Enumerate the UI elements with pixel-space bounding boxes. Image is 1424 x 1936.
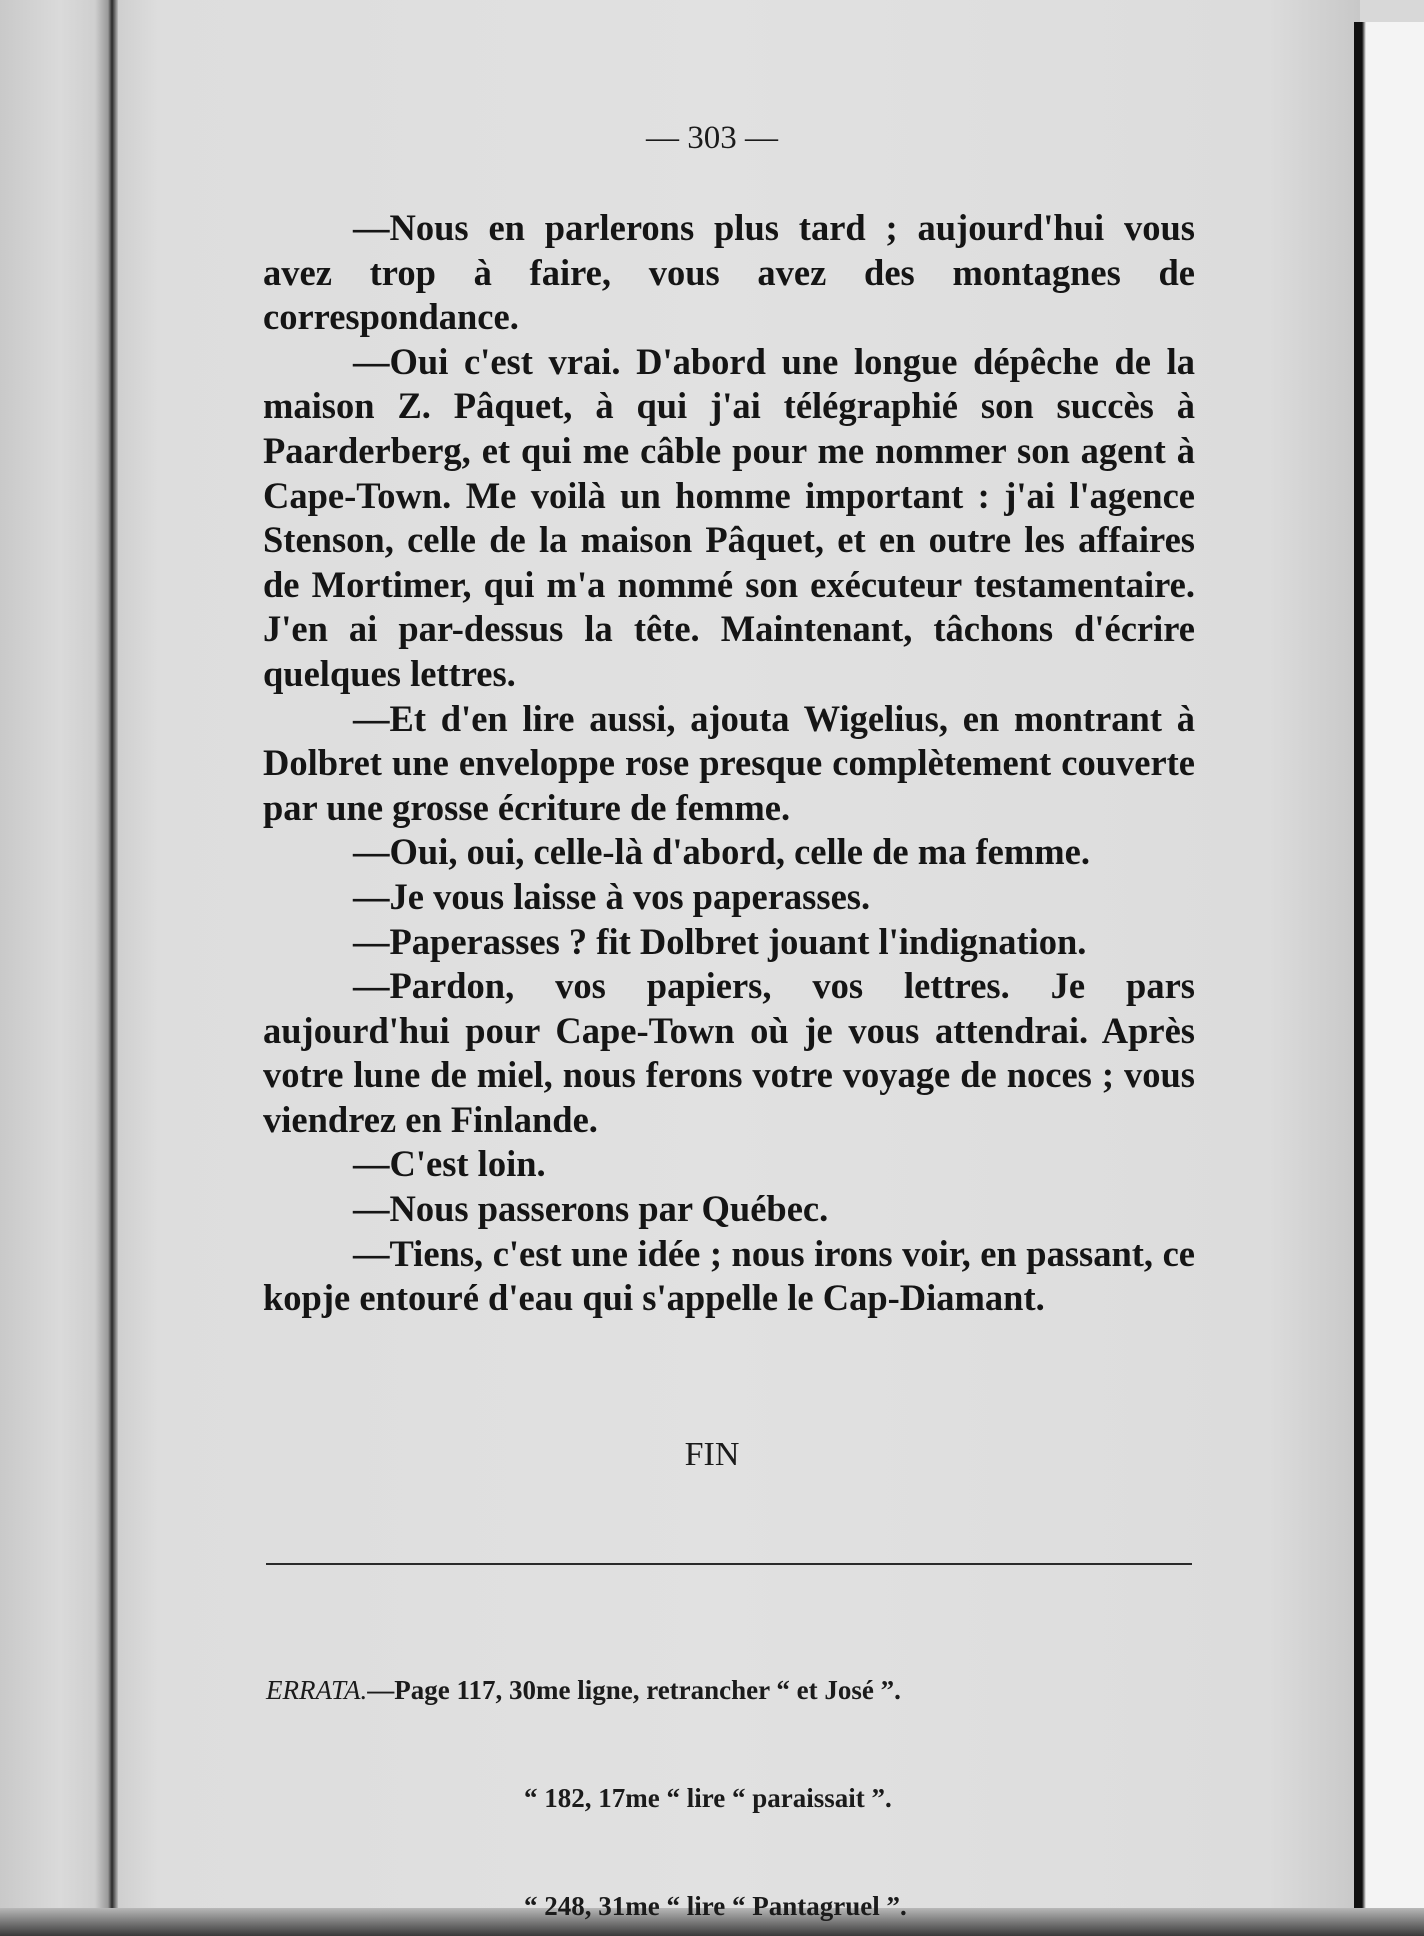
paragraph: —Tiens, c'est une idée ; nous irons voir, en passant, ce kopje entouré d'eau qui s'appelle le Cap-Diamant. bbox=[263, 1232, 1195, 1319]
paragraph: —Oui c'est vrai. D'abord une longue dépêche de la maison Z. Pâquet, à qui j'ai télégraphié son succès à Paarderberg, et qui me câble pour me nommer son agent à Cape-Town. Me voilà un homme important : j'ai l'agence Stenson, celle de la maison Pâquet, et en outre les affaires de Mortimer, qui m'a nommé son exécuteur testamentaire. J'en ai par-dessus la tête. Maintenant, tâchons d'écrire quelques lettres. bbox=[263, 340, 1195, 694]
errata-entry: —Page 117, 30me ligne, retrancher “ et José ”. bbox=[367, 1675, 901, 1705]
end-marker: FIN bbox=[684, 1436, 740, 1473]
errata-block bbox=[266, 1600, 1206, 1936]
page-number: — 303 — bbox=[646, 120, 778, 156]
errata-entry: “ 248, 31me “ lire “ Pantagruel ”. bbox=[524, 1891, 907, 1921]
errata-line bbox=[266, 1672, 1206, 1708]
paragraph: —Pardon, vos papiers, vos lettres. Je pars aujourd'hui pour Cape-Town où je vous attendrai. Après votre lune de miel, nous ferons votre voyage de noces ; vous viendrez en Finlande. bbox=[263, 965, 1195, 1140]
left-page-gutter bbox=[0, 0, 118, 1936]
errata-label: ERRATA. bbox=[266, 1675, 368, 1705]
errata-line bbox=[266, 1780, 1206, 1816]
right-margin-edge bbox=[1354, 22, 1424, 1936]
paragraph: —C'est loin. bbox=[353, 1143, 546, 1185]
paragraph: —Oui, oui, celle-là d'abord, celle de ma femme. bbox=[353, 831, 1090, 873]
errata-entry: “ 182, 17me “ lire “ paraissait ”. bbox=[524, 1783, 892, 1813]
errata-line bbox=[266, 1888, 1206, 1924]
footnote-divider bbox=[266, 1563, 1192, 1565]
paragraph: —Nous passerons par Québec. bbox=[353, 1188, 829, 1230]
paragraph: —Paperasses ? fit Dolbret jouant l'indignation. bbox=[353, 920, 1087, 962]
paragraph: —Et d'en lire aussi, ajouta Wigelius, en montrant à Dolbret une enveloppe rose presque complètement couverte par une grosse écriture de femme. bbox=[263, 697, 1195, 828]
paragraph: —Je vous laisse à vos paperasses. bbox=[353, 875, 871, 917]
body-text bbox=[263, 206, 1195, 1321]
paragraph: —Nous en parlerons plus tard ; aujourd'hui vous avez trop à faire, vous avez des montagnes de correspondance. bbox=[263, 207, 1195, 338]
